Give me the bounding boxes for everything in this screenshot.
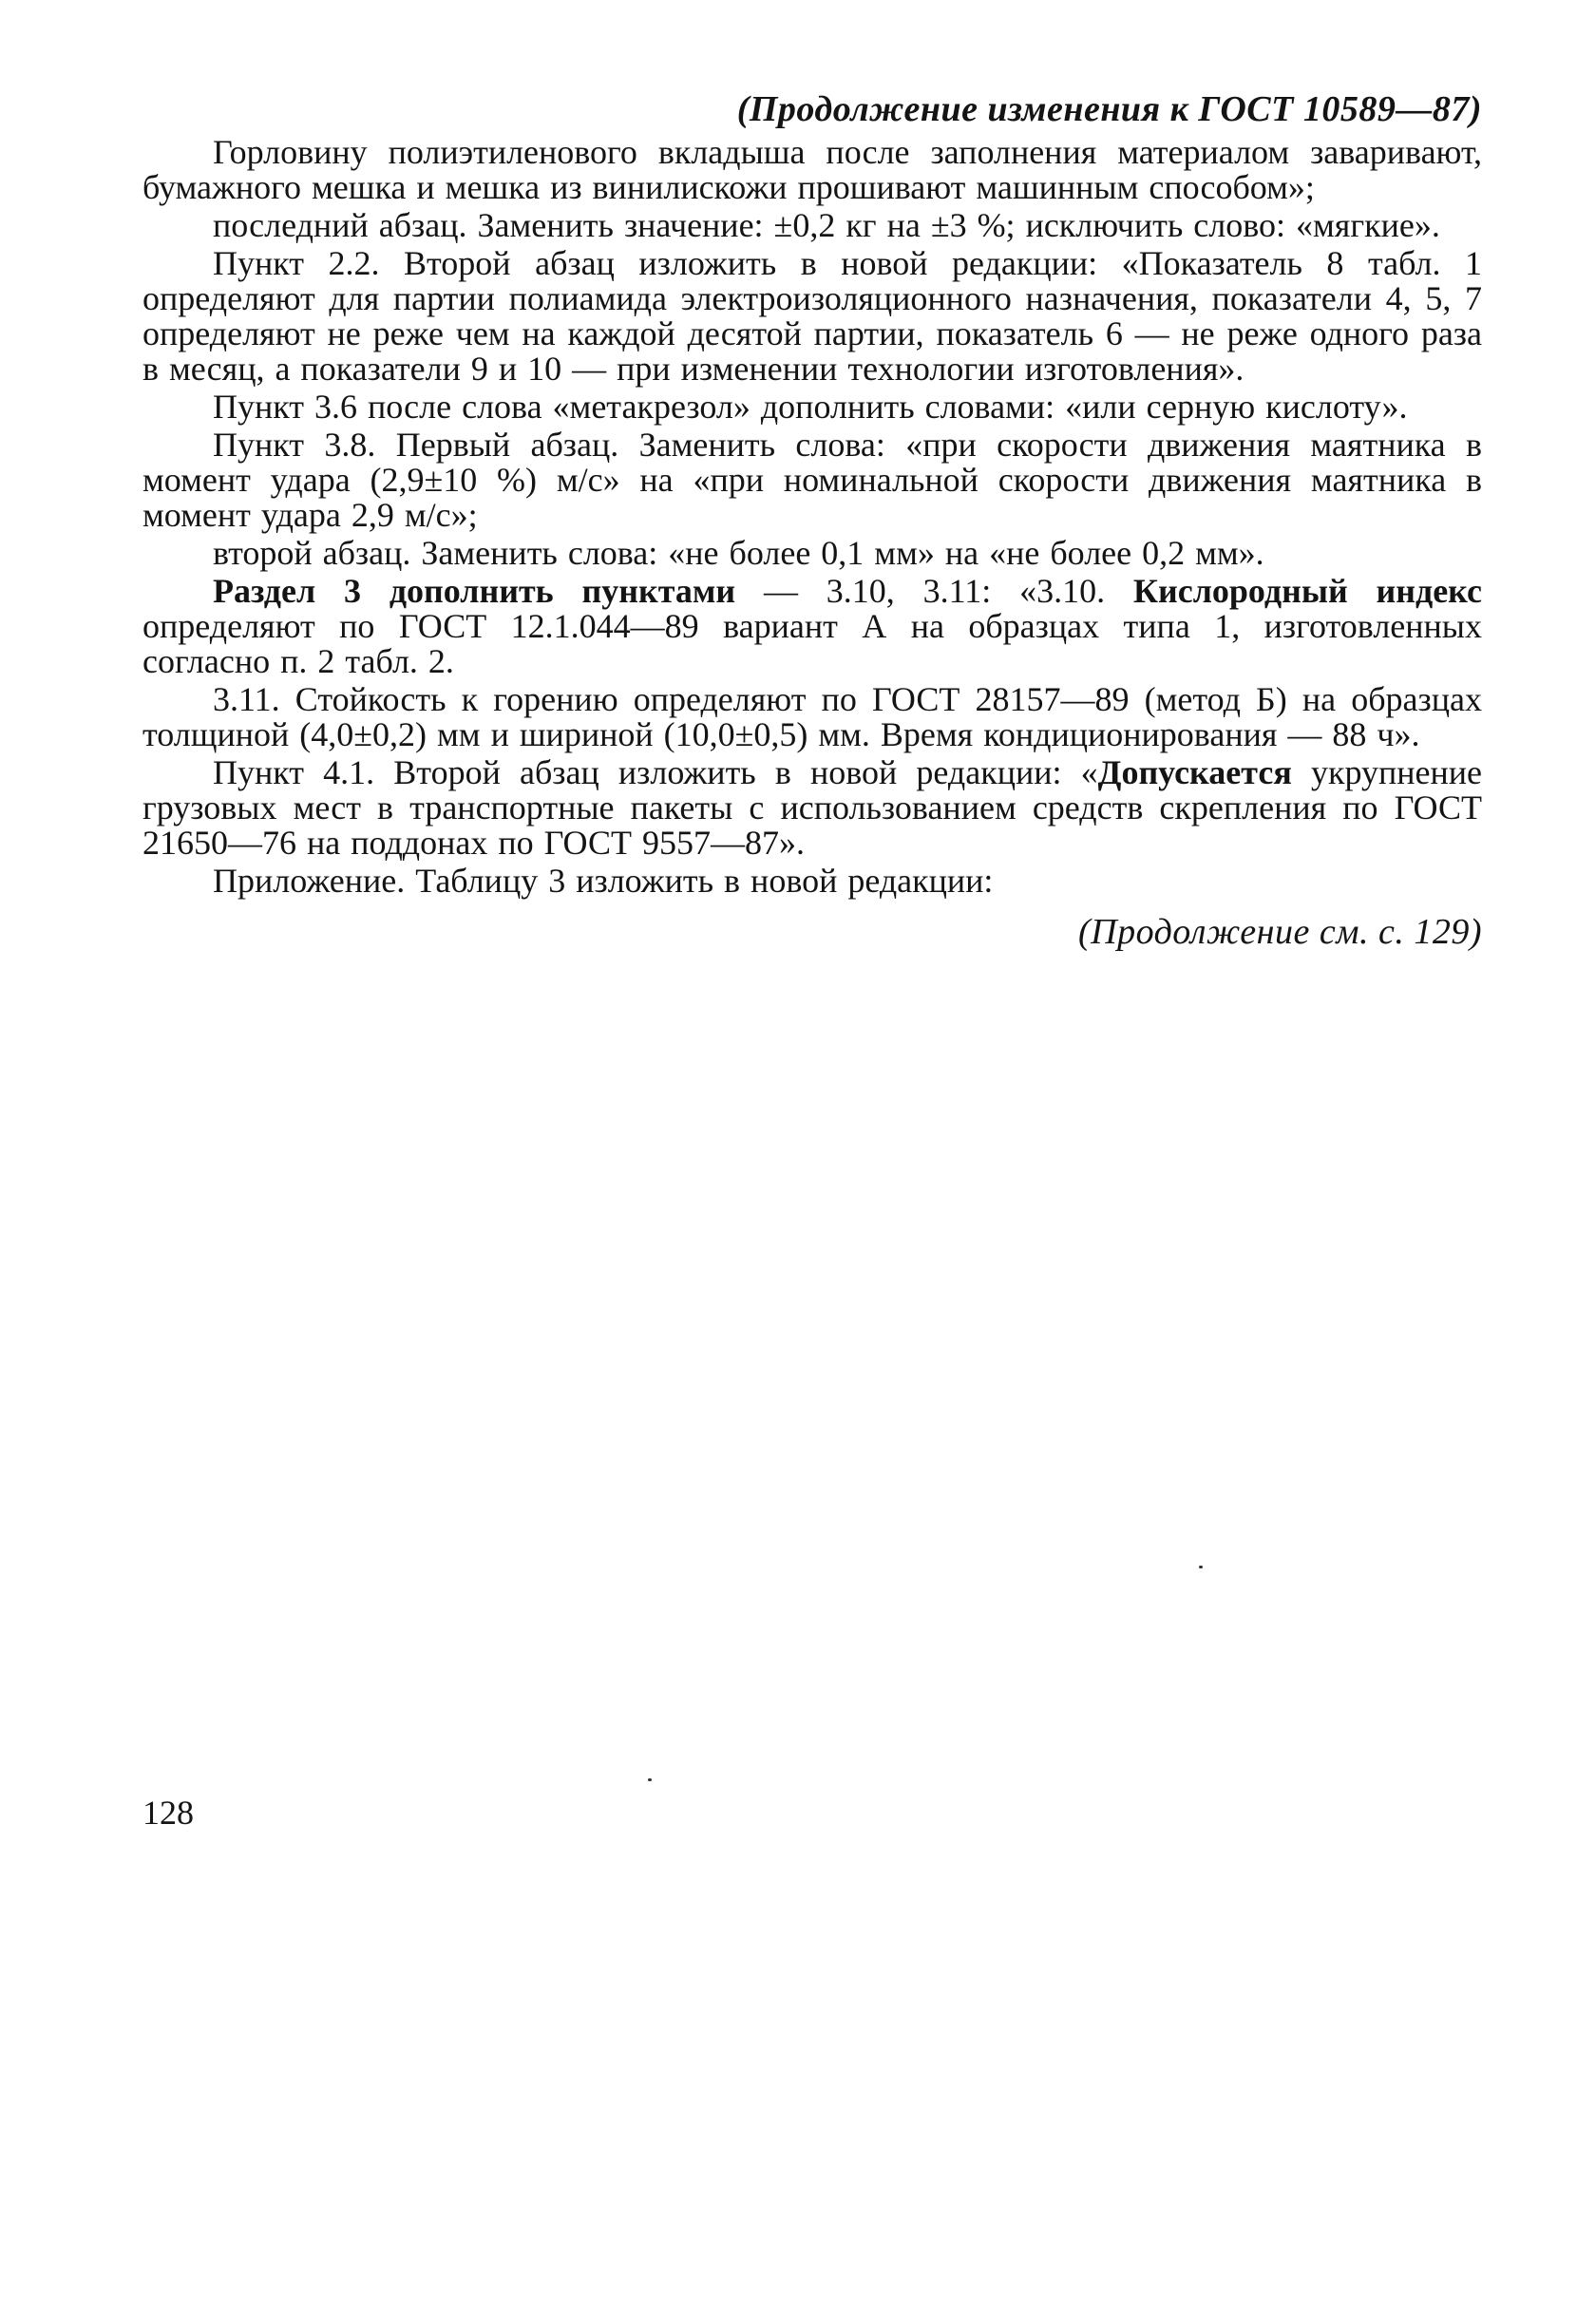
text-run: 3.11. Стойкость к горению определяют по ГОСТ 28157—89 (метод Б) на образцах толщиной (4,0±0,2) мм и шириной (10,0±0,5) мм. Время кондиционирования — 88 ч».: [142, 680, 1482, 753]
text-run: Допускается: [1097, 753, 1292, 791]
paragraph-p3: [142, 246, 1482, 387]
paragraph-p7: [142, 574, 1482, 679]
scan-speck: [1199, 1566, 1203, 1568]
paragraph-p10: [142, 864, 1482, 899]
continuation-note: (Продолжение см. с. 129): [1077, 912, 1482, 952]
paragraph-p8: [142, 682, 1482, 752]
text-run: Приложение. Таблицу 3 изложить в новой редакции:: [213, 862, 994, 900]
text-run: определяют по ГОСТ 12.1.044—89 вариант А на образцах типа 1, изготовленных согласно п. 2 табл. 2.: [142, 607, 1482, 680]
text-run: второй абзац. Заменить слова: «не более 0,1 мм» на «не более 0,2 мм».: [213, 534, 1264, 572]
text-run: Раздел 3 дополнить пунктами: [213, 572, 736, 610]
paragraph-p6: [142, 536, 1482, 571]
document-page: [142, 87, 1482, 954]
scan-speck: [648, 1778, 652, 1781]
text-run: Горловину полиэтиленового вкладыша после заполнения материалом заваривают, бумажного мешка и мешка из винилискожи прошивают машинным способом»;: [142, 133, 1482, 206]
page-header: (Продолжение изменения к ГОСТ 10589—87): [736, 89, 1482, 129]
text-run: Пункт 4.1. Второй абзац изложить в новой редакции: «: [213, 753, 1098, 791]
paragraph-p5: [142, 428, 1482, 533]
text-run: последний абзац. Заменить значение: ±0,2 кг на ±3 %; исключить слово: «мягкие».: [213, 206, 1440, 244]
page-number: 128: [142, 1794, 194, 1832]
paragraph-p1: [142, 135, 1482, 205]
text-run: Пункт 3.8. Первый абзац. Заменить слова: «при скорости движения маятника в момент удара (2,9±10 %) м/с» на «при номинальной скорости движения маятника в момент удара 2,9 м/с»;: [142, 426, 1482, 534]
paragraph-p2: [142, 208, 1482, 243]
text-run: укрупнение грузовых мест в транспортные пакеты с использованием средств скрепления по ГОСТ 21650—76 на поддонах по ГОСТ 9557—87».: [142, 753, 1482, 862]
paragraph-p9: [142, 755, 1482, 861]
text-run: Пункт 3.6 после слова «метакрезол» дополнить словами: «или серную кислоту».: [213, 388, 1408, 426]
document-body: [142, 135, 1482, 899]
text-run: — 3.10, 3.11: «3.10.: [735, 572, 1133, 610]
text-run: Кислородный индекс: [1132, 572, 1483, 610]
paragraph-p4: [142, 390, 1482, 425]
text-run: Пункт 2.2. Второй абзац изложить в новой редакции: «Показатель 8 табл. 1 определяют для партии полиамида электроизоляционного назначения, показатели 4, 5, 7 определяют не реже чем на каждой десятой партии, показатель 6 — не реже одного раза в месяц, а показатели 9 и 10 — при изменении технологии изготовления».: [142, 244, 1482, 388]
